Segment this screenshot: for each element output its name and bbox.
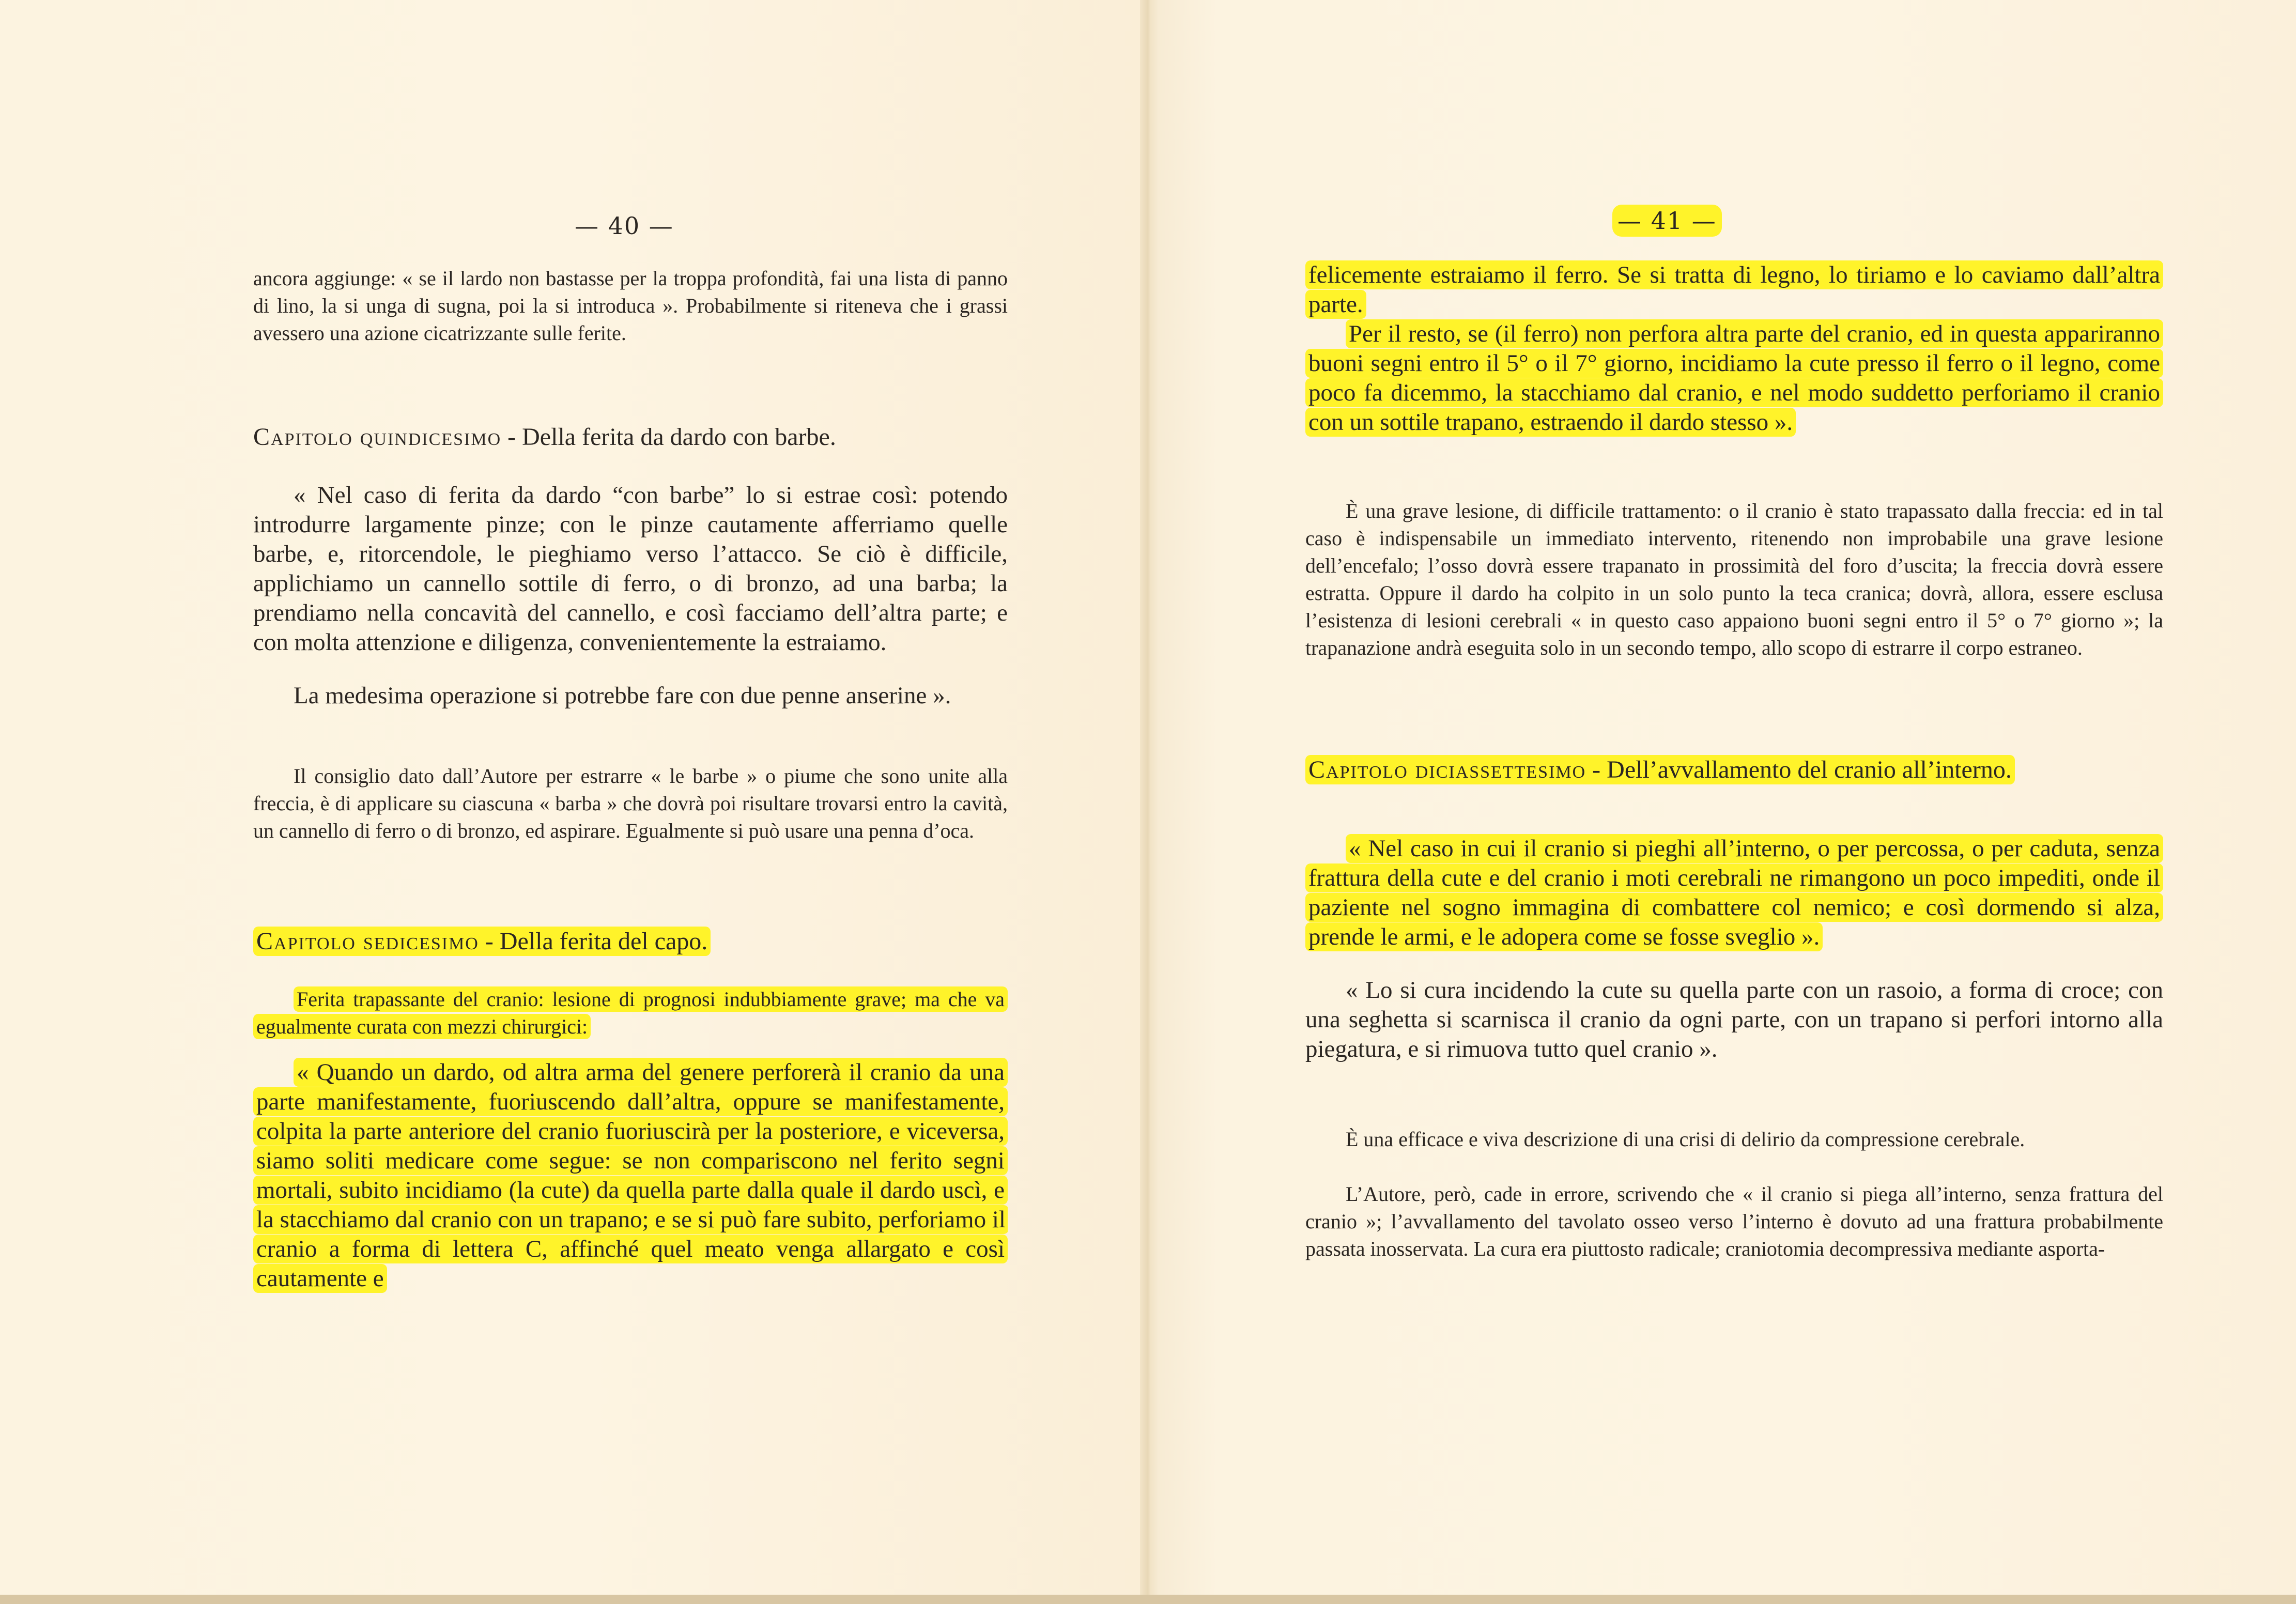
chapter-15-label: Capitolo quindicesimo	[253, 423, 502, 451]
chapter-15-heading	[253, 422, 836, 453]
chapter-15-quote-cont: La medesima operazione si potrebbe fare con due penne anserine ».	[294, 682, 951, 709]
quote-text: Per il resto, se (il ferro) non perfora altra parte del cranio, ed in questa appariranno buoni segni entro il 5° o il 7° giorno, incidiamo la cute presso il ferro o il legno, come poco fa dicemmo, la stacchiamo dal cranio, e nel modo suddetto perforiamo il cranio con un sottile trapano, estraendo il dardo stesso ».	[1305, 319, 2163, 437]
right-page	[1148, 0, 2296, 1604]
chapter-17-comment-1: È una efficace e viva descrizione di una crisi di delirio da compressione cerebrale.	[1346, 1128, 2025, 1151]
chapter-15-quote: « Nel caso di ferita da dardo “con barbe” lo si estrae così: potendo introdurre largamente pinze; con le pinze cautamente afferriamo quelle barbe, e, ritorcendole, le pieghiamo verso l’attacco. Se ciò è difficile, applichiamo un cannello sottile di ferro, o di bronzo, ad una barba; la prendiamo nella concavità del cannello, e così facciamo dell’altra parte; e con molta attenzione e diligenza, convenientemente la estraiamo.	[253, 482, 1008, 656]
page-number-text: — 41 —	[1612, 205, 1722, 237]
chapter-17-quote-cont: « Lo si cura incidendo la cute su quella parte con un rasoio, a forma di croce; con una seghetta si scarnisca il cranio da ogni parte, con un trapano si perfori intorno alla piegatura, e si rimuova tutto quel cranio ».	[1305, 977, 2163, 1062]
chapter-17-heading	[1305, 754, 2163, 785]
page-number-text: — 40 —	[575, 212, 674, 240]
book-gutter	[1140, 0, 1158, 1604]
chapter-17-label: Capitolo diciassettesimo	[1308, 756, 1586, 783]
page-number	[1612, 207, 1722, 235]
chapter-16-quote	[253, 1058, 1008, 1301]
chapter-16-label: Capitolo sedicesimo	[256, 928, 479, 955]
intro-paragraph: ancora aggiunge: « se il lardo non bastasse per la troppa profondità, fai una lista di panno di lino, la si unga di sugna, poi la si introduca ». Probabilmente si riteneva che i grassi avessero una azione cicatrizzante sulle ferite.	[253, 267, 1008, 345]
page-edge	[0, 1595, 2296, 1604]
chapter-16-quote-text: « Quando un dardo, od altra arma del genere perforerà il cranio da una parte manifestamente, fuoriuscendo dall’altra, oppure se manifestamente, colpita la parte anteriore del cranio fuoriuscirà per la posteriore, e viceversa, siamo soliti medicare come segue: se non compariscono nel ferito segni mortali, subito incidiamo (la cute) da quella parte dalla quale il dardo uscì, e la stacchiamo dal cranio con un trapano; e se si può fare subito, perforiamo il cranio a forma di lettera C, affinché quel meato venga allargato e così cautamente e	[253, 1058, 1008, 1293]
chapter-17-quote	[1305, 834, 2163, 984]
chapter-16-intro	[253, 985, 1008, 1042]
chapter-17-comment-2: L’Autore, però, cade in errore, scrivendo che « il cranio si piega all’interno, senza frattura del cranio »; l’avvallamento del tavolato osseo verso l’interno è dovuto ad una frattura probabilmente passata inosservata. La cura era piuttosto radicale; craniotomia decompressiva mediante asporta-	[1305, 1182, 2163, 1260]
chapter-16-heading	[253, 926, 711, 957]
page-number	[575, 212, 674, 240]
chapter-17-quote-text: « Nel caso in cui il cranio si pieghi all’interno, o per percossa, o per caduta, senza frattura della cute e del cranio i moti cerebrali ne rimangono un poco impediti, onde il paziente nel sogno immagina di combattere col nemico; e così dormendo si alza, prende le armi, e le adopera come se fosse sveglio ».	[1305, 834, 2163, 951]
chapter-15-comment: Il consiglio dato dall’Autore per estrarre « le barbe » o piume che sono unite alla freccia, è di applicare su ciascuna « barba » che dovrà poi risultare trovarsi entro la cavità, un cannello di ferro o di bronzo, ed aspirare. Egualmente si può usare una penna d’oca.	[253, 764, 1008, 842]
chapter-16-intro-text: Ferita trapassante del cranio: lesione di prognosi indubbiamente grave; ma che va egualmente curata con mezzi chirurgici:	[253, 986, 1008, 1039]
continuation-text: felicemente estraiamo il ferro. Se si tratta di legno, lo tiriamo e lo caviamo dall’altra parte.	[1305, 260, 2163, 319]
quote-paragraph	[1305, 319, 2163, 469]
comment-paragraph: È una grave lesione, di difficile trattamento: o il cranio è stato trapassato dalla freccia: ed in tal caso è indispensabile un immediato intervento, ritenendo non improbabile una grave lesione dell’encefalo; l’osso dovrà essere trapanato in prossimità del foro d’uscita; la freccia dovrà essere estratta. Oppure il dardo ha colpito in un solo punto la teca cranica; dovrà, allora, essere esclusa l’esistenza di lesioni cerebrali « in questo caso appaiono buoni segni entro il 5° o 7° giorno »; la trapanazione andrà eseguita solo in un secondo tempo, allo scopo di estrarre il corpo estraneo.	[1305, 499, 2163, 659]
chapter-15-title: - Della ferita da dardo con barbe.	[501, 423, 836, 451]
chapter-16-title: - Della ferita del capo.	[479, 928, 708, 955]
continuation-paragraph	[1305, 260, 2163, 322]
chapter-17-title: - Dell’avvallamento del cranio all’interno.	[1586, 756, 2012, 783]
